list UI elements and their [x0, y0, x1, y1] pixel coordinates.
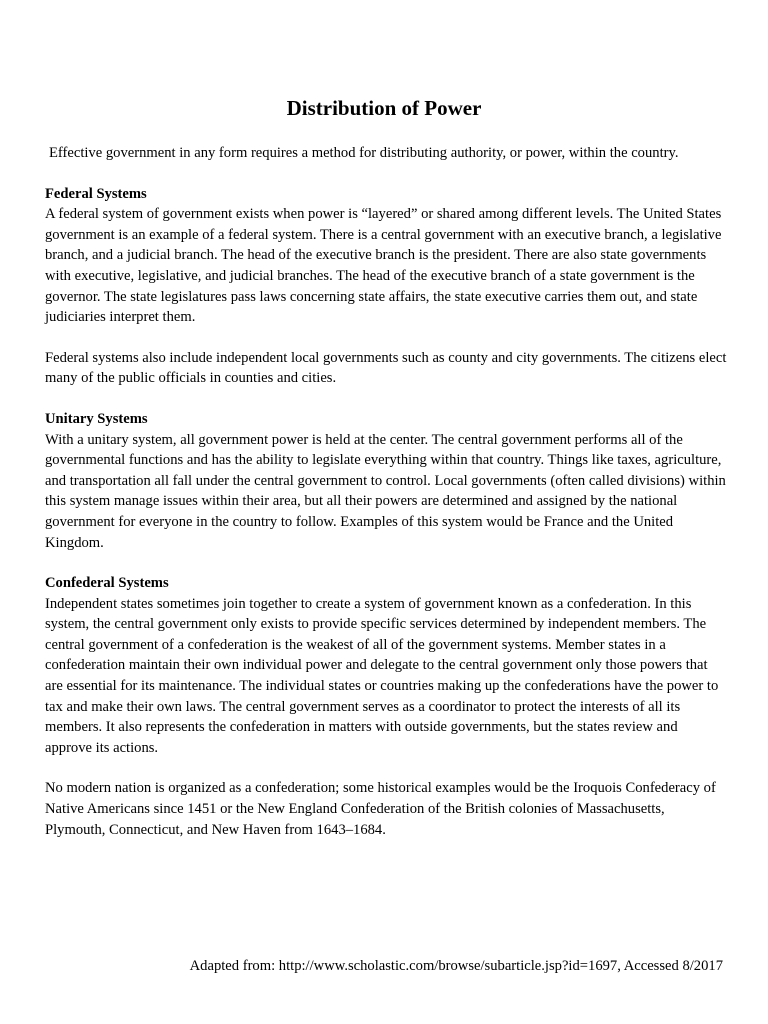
- section-paragraph: With a unitary system, all government power is held at the center. The central government performs all of the governmental functions and has the ability to legislate everything within that country. Things like taxes, agriculture, and transportation all fall under the central government to control. Local governments (often called divisions) within this system manage issues within their area, but all their powers are determined and assigned by the national government for everyone in the country to follow. Examples of this system would be France and the United Kingdom.: [45, 431, 726, 551]
- section-confederal-systems: [45, 573, 727, 840]
- section-unitary-systems: [45, 409, 727, 553]
- intro-paragraph: Effective government in any form requires a method for distributing authority, or power, within the country.: [49, 145, 679, 161]
- page-title: Distribution of Power: [286, 96, 482, 120]
- document-body: [45, 143, 727, 860]
- section-heading: Federal Systems: [45, 185, 147, 202]
- section-paragraph: No modern nation is organized as a confederation; some historical examples would be the Iroquois Confederacy of Native Americans since 1451 or the New England Confederation of the British colonies of Massachusetts, Plymouth, Connecticut, and New Haven from 1643–1684.: [45, 780, 716, 838]
- section-paragraph: Federal systems also include independent local governments such as county and city governments. The citizens elect many of the public officials in counties and cities.: [45, 349, 727, 387]
- source-citation: Adapted from: http://www.scholastic.com/browse/subarticle.jsp?id=1697, Accessed 8/2017: [189, 958, 723, 974]
- section-heading: Confederal Systems: [45, 575, 169, 592]
- section-paragraph: A federal system of government exists when power is “layered” or shared among different levels. The United States government is an example of a federal system. There is a central government with an executive branch, a legislative branch, and a judicial branch. The head of the executive branch is the president. There are also state governments with executive, legislative, and judicial branches. The head of the executive branch of a state government is the governor. The state legislatures pass laws concerning state affairs, the state executive carries them out, and state judiciaries interpret them.: [45, 206, 722, 326]
- section-paragraph: Independent states sometimes join together to create a system of government known as a confederation. In this system, the central government only exists to provide specific services determined by independent members. The central government of a confederation is the weakest of all of the government systems. Member states in a confederation maintain their own individual power and delegate to the central government only those powers that are essential for its maintenance. The individual states or countries making up the confederations have the power to tax and make their own laws. The central government serves as a coordinator to protect the interests of all its members. It also represents the confederation in matters with outside governments, but the states review and approve its actions.: [45, 595, 719, 756]
- section-federal-systems: [45, 184, 727, 389]
- section-heading: Unitary Systems: [45, 410, 148, 427]
